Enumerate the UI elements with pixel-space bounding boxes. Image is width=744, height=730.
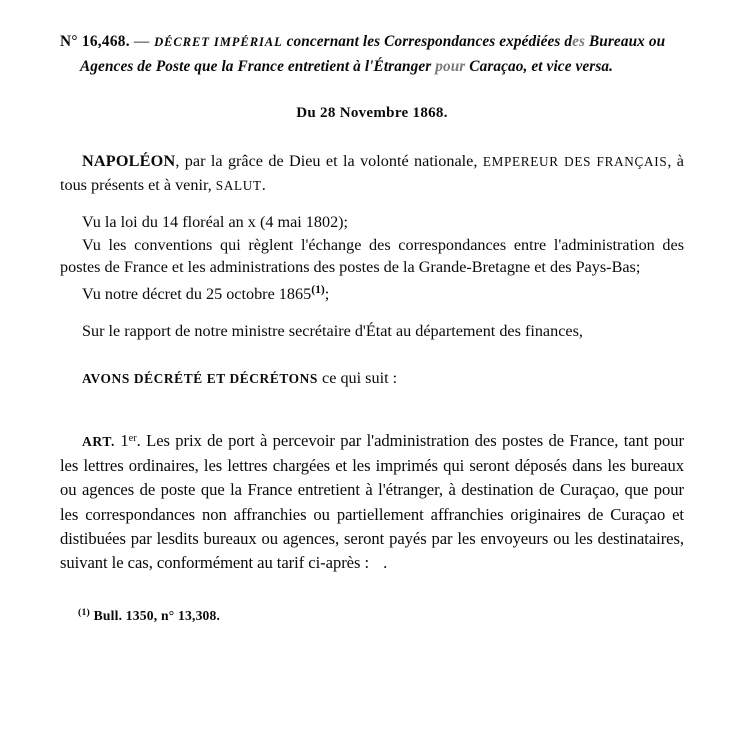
vu-clause-3-tail: ;	[324, 285, 330, 304]
heading-title-part-3: Caraçao	[465, 57, 524, 75]
vu-clause-3-text: Vu notre décret du 25 octobre 1865	[82, 285, 312, 304]
vu-clause-3	[60, 279, 684, 306]
decree-number: N° 16,468.	[60, 33, 130, 50]
article-trailing-mark: .	[383, 553, 388, 573]
page-footnote	[60, 604, 684, 625]
heading-title-part-1: concernant les Correspondances expédiées d	[282, 33, 573, 50]
vu-clause-2: Vu les conventions qui règlent l'échange des correspondances entre l'administration des postes de France et les administrations des postes de la Grande-Bretagne et des Pays-Bas;	[60, 235, 684, 277]
page-content	[60, 30, 684, 625]
enactment-formula	[60, 367, 684, 391]
enactment-smallcaps: AVONS DÉCRÉTÉ ET DÉCRÉTONS	[82, 371, 318, 387]
sovereign-name: NAPOLÉON	[82, 152, 176, 170]
footnote-text: Bull. 1350, n° 13,308.	[90, 607, 221, 623]
preamble-paragraph	[60, 150, 684, 197]
preamble-text-3: , à tous présents et à venir,	[60, 152, 684, 194]
article-1-paragraph	[60, 427, 684, 576]
article-body-text: Les prix de port à percevoir par l'administration des postes de France, tant pour les lettres ordinaires, les lettres chargées et les imprimés qui seront déposés dans les bureaux ou agences de poste que la France entretient à l'étranger, à destination de Curaçao, que pour les correspondances non affranchies ou partiellement affranchies originaires de Curaçao et distibuées par lesdits bureaux ou agences, seront payés par les envoyeurs ou les destinataires, suivant le cas, conformément au tarif ci-après :	[60, 430, 684, 573]
article-label: ART.	[82, 433, 116, 449]
heading-title-part-2: Bureaux ou Agences de Poste que la France entretient à l'Étranger	[80, 33, 666, 75]
decree-type-label: DÉCRET IMPÉRIAL	[154, 35, 283, 49]
decree-date: Du 28 Novembre 1868.	[296, 105, 448, 121]
article-number: 1	[120, 430, 129, 450]
heading-title-faded-1: es	[572, 33, 586, 50]
footnote-marker: (1)	[78, 606, 91, 618]
heading-dash: —	[133, 33, 151, 50]
article-number-tail: .	[136, 430, 141, 450]
footnote-reference-marker: (1)	[311, 282, 325, 296]
imperial-title-des-francais: DES FRANÇAIS	[564, 154, 668, 169]
article-ordinal-suffix: er	[128, 432, 137, 444]
decree-heading	[60, 30, 684, 78]
heading-title-tail: , et vice versa.	[523, 57, 614, 75]
salut-word: SALUT	[215, 177, 262, 193]
preamble-text-4: .	[261, 175, 266, 194]
vu-clauses-group	[60, 211, 684, 305]
heading-title-faded-2: pour	[435, 57, 466, 75]
imperial-title-emperor: EMPEREUR	[482, 154, 559, 169]
vu-clause-1: Vu la loi du 14 floréal an x (4 mai 1802);	[82, 213, 349, 232]
enactment-tail: ce qui suit :	[317, 369, 398, 388]
rapport-paragraph: Sur le rapport de notre ministre secrétaire d'État au département des finances,	[82, 321, 583, 340]
preamble-text-1: , par la grâce de Dieu et la volonté nationale,	[175, 152, 483, 170]
